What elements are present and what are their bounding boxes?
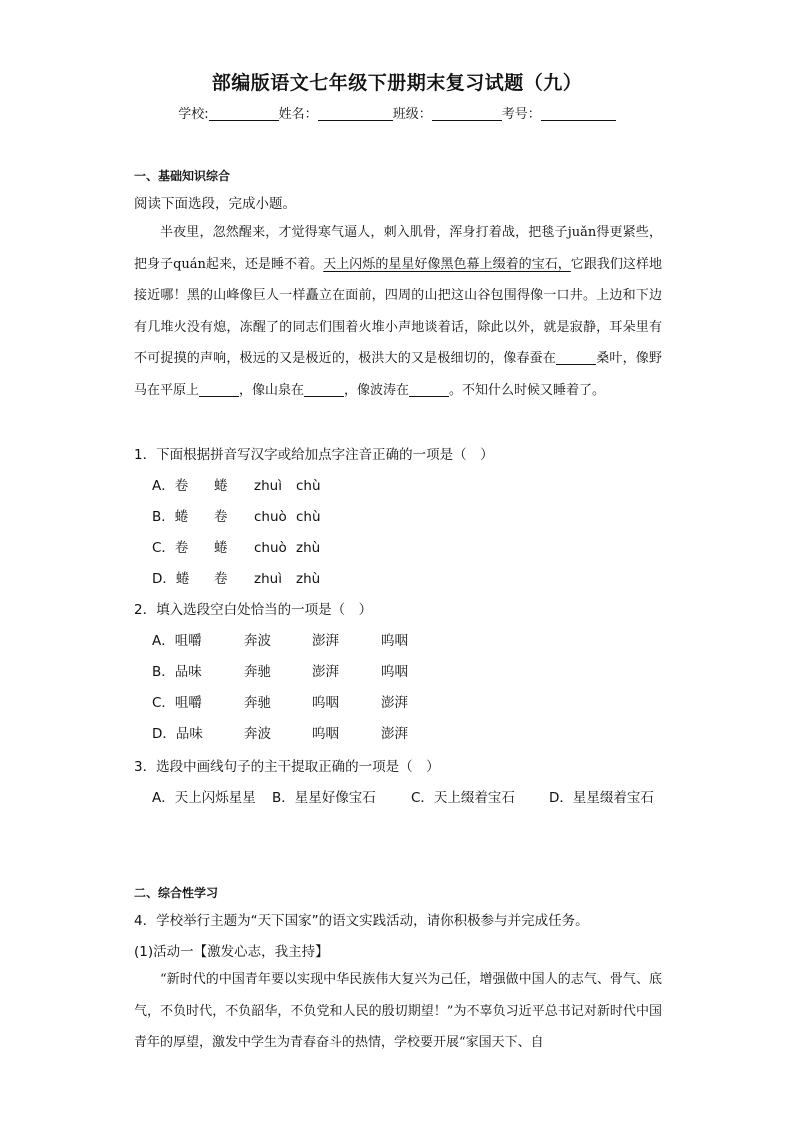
reading-instruction: 阅读下面选段，完成小题。 [134, 196, 296, 212]
name-blank[interactable] [318, 106, 393, 121]
q2-option-a[interactable]: A．咀嚼 奔波 澎湃 呜咽 [152, 633, 408, 649]
passage-blank-3 [304, 383, 344, 397]
passage-text-4: ，像山泉在 [239, 382, 305, 398]
passage-blank-1 [556, 351, 596, 365]
q2-option-c[interactable]: C．咀嚼 奔驰 呜咽 澎湃 [152, 695, 408, 711]
exam-no-blank[interactable] [541, 106, 616, 121]
q2-option-b[interactable]: B．品味 奔驰 澎湃 呜咽 [152, 664, 408, 680]
q3-option-c[interactable]: C．天上缀着宝石 [411, 790, 515, 806]
activity-passage-text: “新时代的中国青年要以实现中华民族伟大复兴为己任，增强做中国人的志气、骨气、底气，不负时代，不负韶华，不负党和人民的殷切期望！”为不辜负习近平总书记对新时代中国青年的厚望，激发中学生为青春奋斗的热情，学校要开展“家国天下、自 [134, 972, 662, 1050]
q3-option-a[interactable]: A．天上闪烁星星 [152, 790, 256, 806]
reading-passage [134, 217, 662, 406]
question-2-stem: 2．填入选段空白处恰当的一项是（ ） [134, 602, 373, 618]
school-label: 学校: [178, 107, 209, 122]
school-blank[interactable] [209, 106, 279, 121]
exam-no-label: 考号： [501, 107, 541, 122]
passage-text-5: ，像波涛在 [344, 382, 410, 398]
page-title: 部编版语文七年级下册期末复习试题（九） [211, 72, 583, 94]
passage-blank-4 [409, 383, 449, 397]
q3-option-d[interactable]: D．星星缀着宝石 [549, 790, 654, 806]
activity-1-title: (1)活动一【激发心志，我主持】 [134, 944, 329, 960]
passage-blank-2 [199, 383, 239, 397]
student-info-line [0, 103, 794, 122]
q1-option-a[interactable]: A．卷 蜷 zhuì chù [152, 478, 321, 494]
question-4-stem: 4．学校举行主题为“天下国家”的语文实践活动，请你积极参与并完成任务。 [134, 913, 589, 929]
question-3-stem: 3．选段中画线句子的主干提取正确的一项是（ ） [134, 759, 440, 775]
class-label: 班级： [392, 107, 432, 122]
passage-text-1: 半夜里，忽然醒来，才觉得寒气逼人，刺入肌骨，浑身打着战，把毯子juǎn得更紧些，把身子quán起来，还是睡不着。 [134, 225, 662, 272]
q1-option-b[interactable]: B．蜷 卷 chuò chù [152, 509, 321, 525]
passage-text-3: 桑叶，像野马在平原上 [134, 351, 662, 398]
q2-option-d[interactable]: D．品味 奔波 呜咽 澎湃 [152, 726, 408, 742]
name-label: 姓名： [278, 107, 318, 122]
passage-text-6: 。不知什么时候又睡着了。 [449, 382, 606, 398]
q3-option-b[interactable]: B．星星好像宝石 [272, 790, 376, 806]
q1-option-d[interactable]: D．蜷 卷 zhuì zhù [152, 571, 321, 587]
question-1-stem: 1．下面根据拼音写汉字或给加点字注音正确的一项是（ ） [134, 447, 494, 463]
section-heading-integrated: 二、综合性学习 [134, 886, 219, 900]
passage-text-2: 它跟我们这样地接近哪！黑的山峰像巨人一样矗立在面前，四周的山把这山谷包围得像一口井。上边和下边有几堆火没有熄，冻醒了的同志们围着火堆小声地谈着话，除此以外，就是寂静，耳朵里有不可捉摸的声响，极远的又是极近的，极洪大的又是极细切的，像春蚕在 [134, 256, 662, 366]
class-blank[interactable] [432, 106, 502, 121]
activity-passage [134, 964, 662, 1059]
q1-option-c[interactable]: C．卷 蜷 chuò zhù [152, 540, 321, 556]
section-heading-basics: 一、基础知识综合 [134, 169, 231, 183]
passage-underlined-sentence: 天上闪烁的星星好像黑色幕上缀着的宝石， [323, 256, 571, 272]
